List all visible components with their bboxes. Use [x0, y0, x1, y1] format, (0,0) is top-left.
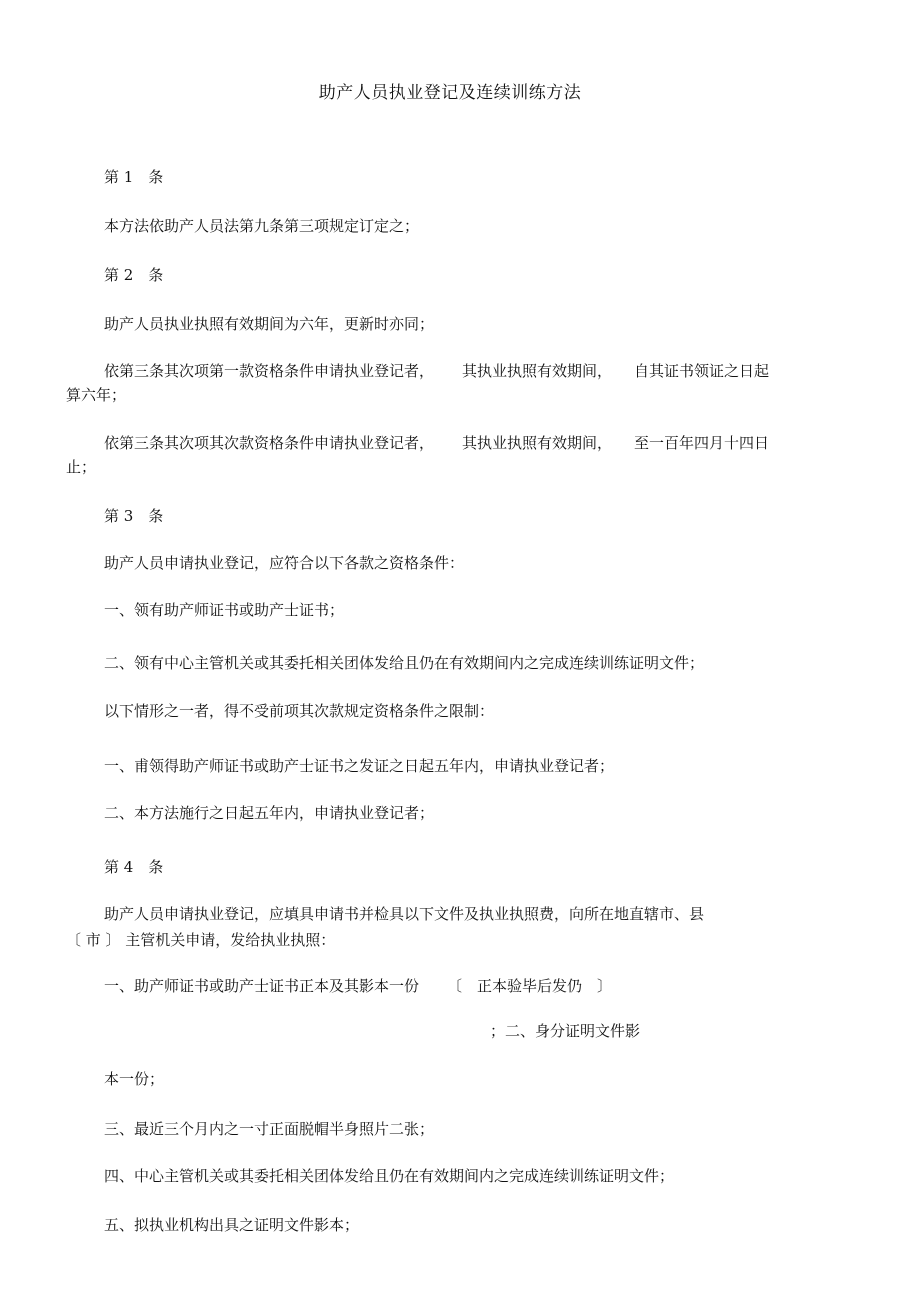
article-2-paragraph-3-part-b: 其执业执照有效期间， [462, 434, 613, 452]
article-4-paragraph-1: 助产人员申请执业登记，应填具申请书并检具以下文件及执业执照费，向所在地直辖市、县 [104, 905, 705, 923]
article-2-paragraph-3 [104, 432, 769, 454]
article-4-item-5: 五、拟执业机构出具之证明文件影本； [104, 1216, 360, 1234]
article-2-paragraph-1: 助产人员执业执照有效期间为六年，更新时亦同； [104, 315, 435, 333]
document-title: 助产人员执业登记及连续训练方法 [318, 83, 582, 103]
article-4-item-2-start: ；二、身分证明文件影 [490, 1022, 641, 1040]
article-2-paragraph-2 [104, 360, 769, 382]
article-2-paragraph-2-part-a: 依第三条其次项第一款资格条件申请执业登记者， [104, 362, 435, 380]
article-4-item-4: 四、中心主管机关或其委托相关团体发给且仍在有效期间内之完成连续训练证明文件； [104, 1167, 675, 1185]
article-4-item-1-part-b: 〔 正本验毕后发仍 〕 [447, 977, 613, 995]
article-3-item-1: 一、领有助产师证书或助产士证书； [104, 601, 345, 619]
article-3-exception-1: 一、甫领得助产师证书或助产士证书之发证之日起五年内，申请执业登记者； [104, 757, 615, 775]
article-2-paragraph-3-part-a: 依第三条其次项其次款资格条件申请执业登记者， [104, 434, 435, 452]
article-1-paragraph-1: 本方法依助产人员法第九条第三项规定订定之； [104, 217, 420, 235]
article-4-item-1-part-a: 一、助产师证书或助产士证书正本及其影本一份 [104, 977, 420, 995]
article-4-paragraph-1-continuation: 〔 市 〕 主管机关申请，发给执业执照： [66, 931, 336, 949]
article-1-heading: 第 1 条 [104, 168, 164, 186]
article-2-paragraph-2-part-c: 自其证书领证之日起 [634, 362, 770, 380]
article-3-exception-2: 二、本方法施行之日起五年内，申请执业登记者； [104, 804, 435, 822]
article-4-heading: 第 4 条 [104, 858, 164, 876]
article-2-paragraph-2-continuation: 算六年； [66, 386, 127, 404]
article-2-paragraph-3-continuation: 止； [66, 458, 97, 476]
article-3-item-2: 二、领有中心主管机关或其委托相关团体发给且仍在有效期间内之完成连续训练证明文件； [104, 654, 705, 672]
article-4-item-2-continuation: 本一份； [104, 1070, 165, 1088]
article-4-item-1 [104, 975, 612, 997]
article-3-paragraph-1: 助产人员申请执业登记，应符合以下各款之资格条件： [104, 554, 465, 572]
article-2-paragraph-3-part-c: 至一百年四月十四日 [634, 434, 770, 452]
article-2-paragraph-2-part-b: 其执业执照有效期间， [462, 362, 613, 380]
article-4-item-3: 三、最近三个月内之一寸正面脱帽半身照片二张； [104, 1120, 435, 1138]
article-2-heading: 第 2 条 [104, 266, 164, 284]
article-3-paragraph-2: 以下情形之一者，得不受前项其次款规定资格条件之限制： [104, 702, 495, 720]
article-3-heading: 第 3 条 [104, 507, 164, 525]
